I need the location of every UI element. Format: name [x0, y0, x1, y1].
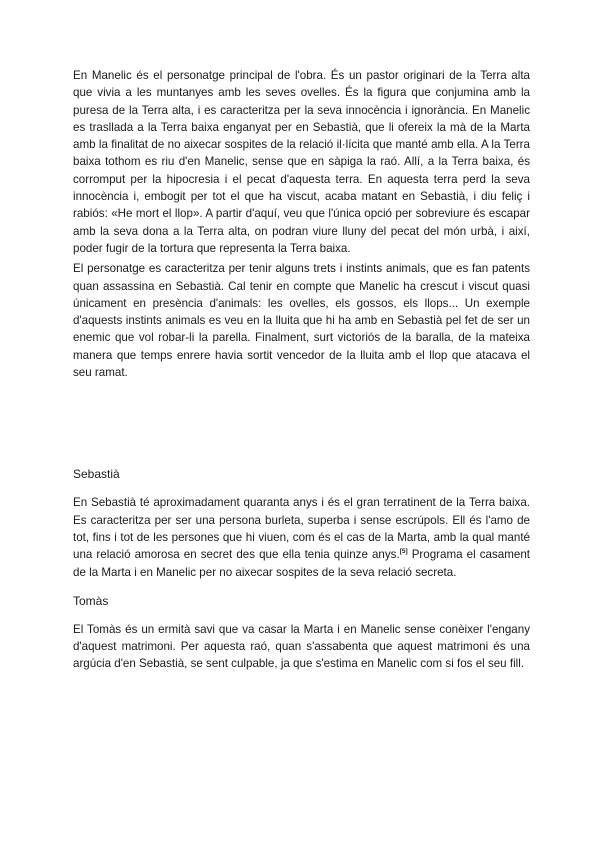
document-page — [73, 67, 530, 673]
sebastia-text-after-ref: Programa el casament de la Marta i en Manelic per no aixecar sospites de la seva relació secreta. — [73, 548, 530, 579]
manelic-paragraph-1: En Manelic és el personatge principal de l'obra. És un pastor originari de la Terra alta que vivia a les muntanyes amb les seves ovelles. És la figura que conjumina amb la puresa de la Terra alta, i es caracteritza per la seva innocència i ignorància. En Manelic es trasllada a la Terra baixa enganyat per en Sebastià, que li ofereix la mà de la Marta amb la finalitat de no aixecar sospites de la relació il·lícita que manté amb ella. A la Terra baixa tothom es riu d'en Manelic, sense que en sàpiga la raó. Allí, a la Terra baixa, és corromput per la hipocresia i el pecat d'aquesta terra. En aquesta terra perd la seva innocència i, embogit per tot el que ha viscut, acaba matant en Sebastià, i diu feliç i rabiós: «He mort el llop». A partir d'aquí, veu que l'única opció per sobreviure és escapar amb la seva dona a la Terra alta, on podran viure lluny del pecat del món urbà, i així, poder fugir de la tortura que representa la Terra baixa. — [73, 69, 530, 255]
footnote-reference[interactable]: [5] — [399, 548, 408, 556]
section-heading-sebastia: Sebastià — [73, 467, 120, 482]
tomas-paragraph: El Tomàs és un ermità savi que va casar la Marta i en Manelic sense conèixer l'engany d'aquest matrimoni. Per aquesta raó, quan s'assabenta que aquest matrimoni és una argúcia d'en Sebastià, se sent culpable, ja que s'estima en Manelic com si fos el seu fill. — [73, 622, 530, 671]
manelic-paragraph-2: El personatge es caracteritza per tenir alguns trets i instints animals, que es fan patents quan assassina en Sebastià. Cal tenir en compte que Manelic ha crescut i viscut quasi únicament en presència d'animals: les ovelles, els gossos, els llops... Un exemple d'aquests instints animals es veu en la lluita que hi ha amb en Sebastià pel fet de ser un enemic que vol robar-li la parella. Finalment, surt victoriós de la baralla, de la mateixa manera que temps enrere havia sortit vencedor de la lluita amb el llop que atacava el seu ramat. — [73, 262, 530, 380]
vertical-spacer — [73, 381, 530, 466]
section-heading-tomas: Tomàs — [73, 593, 109, 608]
sebastia-text-before-ref: En Sebastià té aproximadament quaranta anys i és el gran terratinent de la Terra baixa. Es caracteritza per ser una persona burleta, superba i sense escrúpols. Ell és l'amo de tot, fins i tot de les persones que hi viuen, com és el cas de la Marta, amb la qual manté una relació amorosa en secret des que ella tenia quinze anys. — [73, 496, 530, 562]
sebastia-paragraph — [73, 494, 530, 580]
